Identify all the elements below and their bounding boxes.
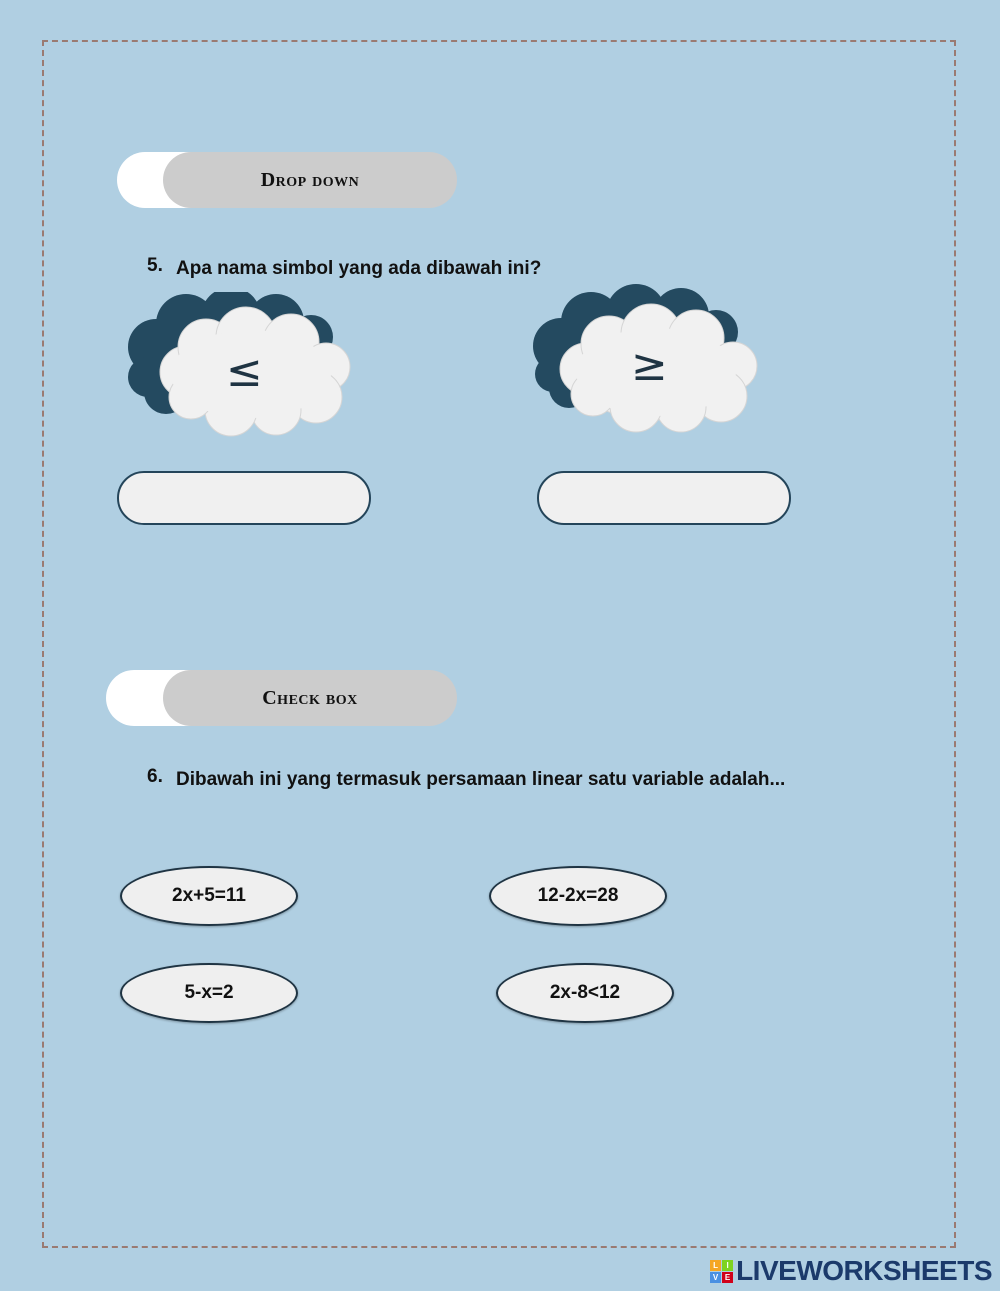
cloud-symbol-1 [126,292,356,437]
logo-letter: E [722,1272,733,1283]
question-5 [147,255,847,283]
section-header-checkbox [106,670,457,726]
question-text: Apa nama simbol yang ada dibawah ini? [176,258,542,279]
question-number: 5. [147,255,163,276]
liveworksheets-logo [710,1255,992,1287]
question-text: Dibawah ini yang termasuk persamaan linear satu variable adalah... [176,769,786,790]
brand-wordmark: LIVEWORKSHEETS [736,1255,992,1286]
question-number: 6. [147,766,163,787]
logo-letter: L [710,1260,721,1271]
option-checkbox-3[interactable]: 5-x=2 [120,963,298,1023]
question-6 [147,766,827,794]
section-header-label: Check box [163,670,457,726]
less-equal-symbol: ≤ [226,346,263,397]
option-checkbox-4[interactable]: 2x-8<12 [496,963,674,1023]
section-header-label: Drop down [163,152,457,208]
section-header-dropdown [117,152,457,208]
greater-equal-symbol: ≥ [631,340,668,391]
option-checkbox-1[interactable]: 2x+5=11 [120,866,298,926]
answer-dropdown-1[interactable] [117,471,371,525]
live-logo-icon [710,1260,733,1283]
page-border [42,40,956,1248]
option-checkbox-2[interactable]: 12-2x=28 [489,866,667,926]
answer-dropdown-2[interactable] [537,471,791,525]
cloud-symbol-2 [531,284,761,434]
logo-letter: I [722,1260,733,1271]
logo-letter: V [710,1272,721,1283]
